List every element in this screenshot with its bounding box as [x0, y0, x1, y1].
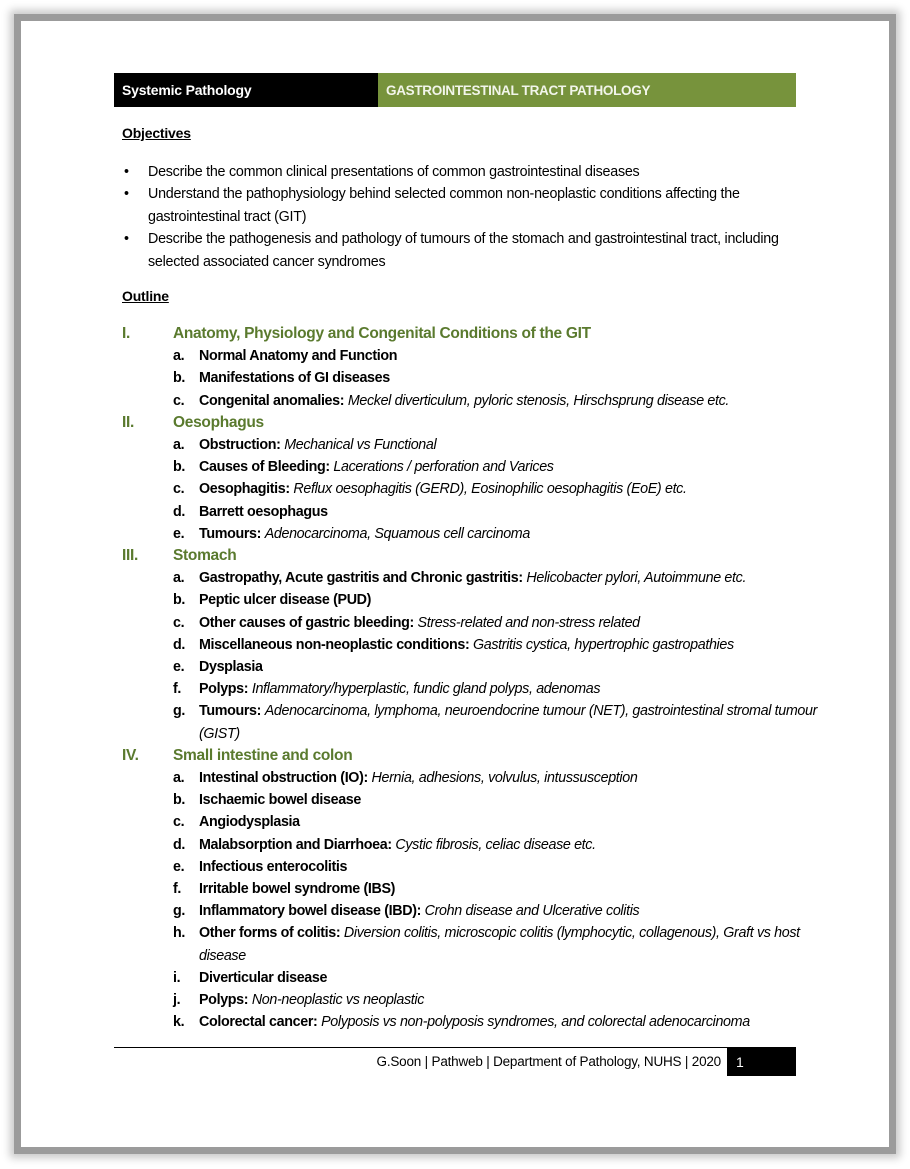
page-number-badge: 1	[727, 1047, 796, 1076]
item-detail: Polyposis vs non-polyposis syndromes, and colorectal adenocarcinoma	[321, 1014, 750, 1031]
item-title: Dysplasia	[199, 659, 263, 675]
item-letter: c.	[173, 481, 185, 498]
item-detail: Mechanical vs Functional	[284, 436, 437, 453]
section-number: IV.	[122, 746, 139, 764]
item-title: Tumours:	[199, 525, 262, 542]
item-detail: Gastritis cystica, hypertrophic gastropathies	[473, 636, 734, 653]
outline-item	[122, 989, 819, 1011]
item-letter: e.	[173, 858, 185, 875]
outline-item	[122, 456, 819, 478]
outline-item	[122, 390, 819, 412]
item-title: Irritable bowel syndrome (IBS)	[199, 881, 396, 898]
item-detail: Inflammatory/hyperplastic, fundic gland polyps, adenomas	[251, 681, 601, 698]
document-page	[21, 21, 889, 1147]
outline-item	[122, 856, 819, 878]
bullet-icon: •	[124, 231, 129, 248]
item-letter: j.	[173, 992, 181, 1009]
item-letter: i.	[173, 969, 181, 986]
section-number: I.	[122, 325, 131, 342]
item-letter: f.	[173, 881, 182, 898]
item-detail: Cystic fibrosis, celiac disease etc.	[395, 836, 596, 853]
item-title: Infectious enterocolitis	[199, 858, 348, 875]
item-title: Polyps:	[199, 992, 249, 1009]
outline-section-heading	[122, 412, 802, 434]
section-number: II.	[122, 413, 135, 431]
objective-text: Understand the pathophysiology behind selected common non-neoplastic conditions affecting the gastrointestinal tract (GIT)	[148, 186, 740, 225]
item-letter: b.	[173, 370, 186, 387]
item-letter: e.	[173, 659, 185, 675]
item-detail: Diversion colitis, microscopic colitis (lymphocytic, collagenous), Graft vs host disease	[199, 925, 800, 964]
item-letter: g.	[173, 703, 186, 720]
item-detail: Adenocarcinoma, lymphoma, neuroendocrine tumour (NET), gastrointestinal stromal tumour (GIST)	[199, 703, 818, 742]
outline-list	[122, 323, 818, 1033]
item-title: Manifestations of GI diseases	[199, 370, 390, 387]
item-title: Other causes of gastric bleeding:	[199, 614, 414, 631]
outline-item	[122, 1011, 819, 1033]
item-letter: c.	[173, 614, 185, 631]
outline-item	[122, 523, 819, 545]
item-title: Obstruction:	[199, 436, 281, 453]
item-letter: d.	[173, 503, 186, 520]
item-detail: Meckel diverticulum, pyloric stenosis, Hirschsprung disease etc.	[347, 392, 730, 409]
outline-item	[122, 478, 819, 500]
outline-item	[122, 634, 819, 656]
item-letter: h.	[173, 925, 186, 942]
bullet-icon: •	[124, 164, 129, 180]
item-title: Congenital anomalies:	[199, 392, 345, 409]
outline-item	[122, 900, 819, 922]
objectives-heading: Objectives	[122, 125, 191, 141]
outline-item	[122, 767, 819, 789]
section-number: III.	[122, 547, 139, 564]
outline-section-heading	[122, 545, 802, 567]
item-detail: Non-neoplastic vs neoplastic	[251, 992, 425, 1009]
outline-heading: Outline	[122, 288, 169, 304]
item-detail: Hernia, adhesions, volvulus, intussusception	[371, 770, 638, 786]
outline-item	[122, 656, 819, 678]
outline-item	[122, 589, 819, 611]
item-letter: k.	[173, 1014, 185, 1031]
section-title: Stomach	[173, 547, 237, 564]
objective-item	[122, 183, 792, 228]
outline-item	[122, 434, 819, 456]
outline-section-heading	[122, 323, 802, 345]
item-title: Oesophagitis:	[199, 481, 290, 498]
outline-item	[122, 567, 819, 589]
item-letter: b.	[173, 459, 186, 476]
outline-item	[122, 878, 819, 900]
objective-item	[122, 161, 792, 183]
outline-item	[122, 789, 819, 811]
objective-text: Describe the pathogenesis and pathology of tumours of the stomach and gastrointestinal tract, including selected associated cancer syndromes	[148, 231, 779, 270]
section-title: Oesophagus	[173, 413, 264, 431]
outline-item	[122, 612, 819, 634]
item-detail: Crohn disease and Ulcerative colitis	[424, 903, 640, 920]
item-title: Intestinal obstruction (IO):	[199, 770, 368, 786]
footer-credit: G.Soon | Pathweb | Department of Pathology, NUHS | 2020	[376, 1054, 721, 1069]
outline-item	[122, 700, 819, 744]
section-title: Small intestine and colon	[173, 746, 353, 764]
item-letter: c.	[173, 814, 185, 831]
page-header-bar	[114, 73, 796, 107]
outline-section-heading	[122, 745, 802, 767]
item-title: Ischaemic bowel disease	[199, 792, 362, 809]
objective-text: Describe the common clinical presentations of common gastrointestinal diseases	[148, 164, 640, 180]
item-title: Tumours:	[199, 703, 262, 720]
item-title: Causes of Bleeding:	[199, 459, 330, 476]
item-title: Angiodysplasia	[199, 814, 300, 831]
item-letter: e.	[173, 525, 185, 542]
item-letter: a.	[173, 570, 185, 587]
objective-item	[122, 228, 792, 273]
item-detail: Reflux oesophagitis (GERD), Eosinophilic oesophagitis (EoE) etc.	[293, 481, 687, 498]
objectives-list	[122, 161, 792, 273]
item-letter: d.	[173, 836, 186, 853]
outline-item	[122, 501, 819, 523]
outline-item	[122, 811, 819, 833]
item-detail: Lacerations / perforation and Varices	[333, 459, 554, 476]
outline-item	[122, 678, 819, 700]
item-title: Inflammatory bowel disease (IBD):	[199, 903, 422, 920]
item-title: Polyps:	[199, 681, 249, 698]
item-detail: Adenocarcinoma, Squamous cell carcinoma	[264, 525, 530, 542]
item-letter: b.	[173, 792, 186, 809]
item-letter: c.	[173, 392, 185, 409]
outline-item	[122, 367, 819, 389]
outline-item	[122, 345, 819, 367]
item-letter: f.	[173, 681, 182, 698]
item-title: Gastropathy, Acute gastritis and Chronic gastritis:	[199, 570, 523, 587]
item-title: Miscellaneous non-neoplastic conditions:	[199, 636, 470, 653]
outline-item	[122, 922, 819, 966]
item-title: Normal Anatomy and Function	[199, 348, 398, 365]
item-letter: a.	[173, 348, 185, 365]
item-letter: a.	[173, 770, 185, 786]
header-topic-label: GASTROINTESTINAL TRACT PATHOLOGY	[378, 73, 796, 107]
item-title: Peptic ulcer disease (PUD)	[199, 592, 372, 609]
item-title: Diverticular disease	[199, 969, 328, 986]
item-title: Other forms of colitis:	[199, 925, 341, 942]
item-title: Colorectal cancer:	[199, 1014, 318, 1031]
item-detail: Stress-related and non-stress related	[417, 614, 640, 631]
header-course-label: Systemic Pathology	[114, 73, 378, 107]
item-letter: d.	[173, 636, 186, 653]
outline-item	[122, 967, 819, 989]
item-title: Barrett oesophagus	[199, 503, 328, 520]
item-detail: Helicobacter pylori, Autoimmune etc.	[526, 570, 747, 587]
item-letter: g.	[173, 903, 186, 920]
item-title: Malabsorption and Diarrhoea:	[199, 836, 392, 853]
footer-divider	[114, 1047, 796, 1048]
bullet-icon: •	[124, 186, 129, 203]
item-letter: a.	[173, 436, 185, 453]
outline-item	[122, 834, 819, 856]
item-letter: b.	[173, 592, 186, 609]
section-title: Anatomy, Physiology and Congenital Conditions of the GIT	[173, 325, 591, 342]
